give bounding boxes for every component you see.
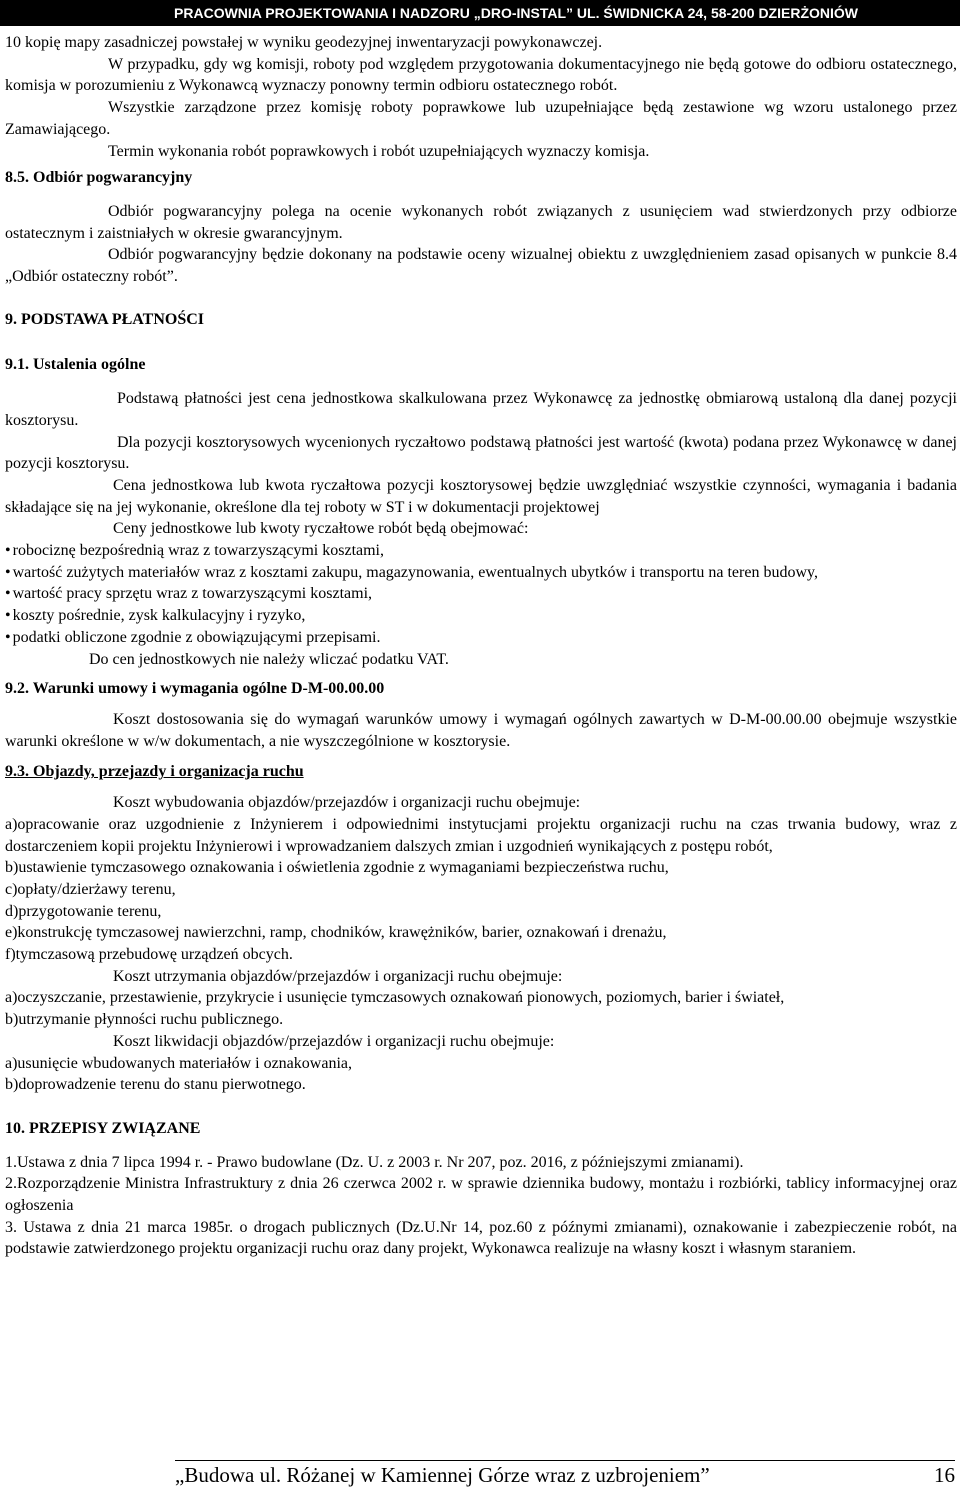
paragraph: Do cen jednostkowych nie należy wliczać podatku VAT. xyxy=(89,650,449,668)
footer-title: „Budowa ul. Różanej w Kamiennej Górze wraz z uzbrojeniem” xyxy=(175,1463,710,1487)
list-item: c)opłaty/dzierżawy terenu, xyxy=(5,880,176,898)
section-heading: 9.1. Ustalenia ogólne xyxy=(5,356,146,374)
list-item: • robociznę bezpośrednią wraz z towarzyszącymi kosztami, xyxy=(5,540,957,562)
page-header: PRACOWNIA PROJEKTOWANIA I NADZORU „DRO-INSTAL” UL. ŚWIDNICKA 24, 58-200 DZIERŻONIÓW xyxy=(0,0,960,26)
paragraph: Podstawą płatności jest cena jednostkowa skalkulowana przez Wykonawcę za jednostkę obmiarową ustaloną dla danej pozycji kosztorysu. xyxy=(5,390,957,429)
reference-item: 3. Ustawa z dnia 21 marca 1985r. o drogach publicznych (Dz.U.Nr 14, poz.60 z późnymi zmianami), oznakowanie i zabezpieczenie robót, na podstawie zatwierdzonego projektu organizacji ruchu oraz dany projekt, Wykonawca realizuje na własny koszt i własnym staraniem. xyxy=(5,1218,957,1258)
paragraph: W przypadku, gdy wg komisji, roboty pod względem przygotowania dokumentacyjnego nie będą gotowe do odbioru ostatecznego, komisja w porozumieniu z Wykonawcą wyznaczy ponowny termin odbioru ostatecznego robót. xyxy=(5,55,957,95)
list-item: • wartość zużytych materiałów wraz z kosztami zakupu, magazynowania, ewentualnych ubytków i transportu na teren budowy, xyxy=(5,562,957,584)
list-item: b)doprowadzenie terenu do stanu pierwotnego. xyxy=(5,1076,306,1094)
list-item: e)konstrukcję tymczasowej nawierzchni, ramp, chodników, krawężników, barier, oznakowań i drenażu, xyxy=(5,924,667,942)
paragraph: Cena jednostkowa lub kwota ryczałtowa pozycji kosztorysowej będzie uwzględniać wszystkie czynności, wymagania i badania składające się na jej wykonanie, określone dla tej roboty w ST i w dokumentacji projektowej xyxy=(5,476,957,516)
list-item: a)oczyszczanie, przestawienie, przykrycie i usunięcie tymczasowych oznakowań pionowych, poziomych, barier i świateł, xyxy=(5,989,785,1007)
list-item: • wartość pracy sprzętu wraz z towarzyszącymi kosztami, xyxy=(5,583,957,605)
section-heading: 9. PODSTAWA PŁATNOŚCI xyxy=(5,310,204,328)
section-heading: 10. PRZEPISY ZWIĄZANE xyxy=(5,1119,201,1137)
paragraph: Odbiór pogwarancyjny polega na ocenie wykonanych robót związanych z usunięciem wad stwierdzonych przy odbiorze ostatecznym i zaistniałych w okresie gwarancyjnym. xyxy=(5,202,957,242)
paragraph: Odbiór pogwarancyjny będzie dokonany na podstawie oceny wizualnej obiektu z uwzględnieniem zasad opisanych w punkcie 8.4 „Odbiór ostateczny robót”. xyxy=(5,246,957,286)
paragraph: Termin wykonania robót poprawkowych i robót uzupełniających wyznaczy komisja. xyxy=(108,142,650,160)
reference-item: 2.Rozporządzenie Ministra Infrastruktury z dnia 26 czerwca 2002 r. w sprawie dziennika budowy, montażu i rozbiórki, tablicy informacyjnej oraz ogłoszenia xyxy=(5,1175,957,1215)
section-heading: 9.2. Warunki umowy i wymagania ogólne D-M-00.00.00 xyxy=(5,680,385,698)
list-item: d)przygotowanie terenu, xyxy=(5,902,162,920)
footer-divider xyxy=(175,1460,955,1461)
reference-item: 1.Ustawa z dnia 7 lipca 1994 r. - Prawo budowlane (Dz. U. z 2003 r. Nr 207, poz. 2016, z późniejszymi zmianami). xyxy=(5,1153,744,1171)
page-content xyxy=(5,32,957,1260)
list-item: b)utrzymanie płynności ruchu publicznego. xyxy=(5,1011,284,1029)
page-number: 16 xyxy=(934,1463,955,1487)
section-heading: 8.5. Odbiór pogwarancyjny xyxy=(5,169,193,187)
section-heading: 9.3. Objazdy, przejazdy i organizacja ruchu xyxy=(5,763,304,781)
paragraph: Ceny jednostkowe lub kwoty ryczałtowe robót będą obejmować: xyxy=(113,520,529,538)
list-item: • podatki obliczone zgodnie z obowiązującymi przepisami. xyxy=(5,627,957,649)
paragraph: 10 kopię mapy zasadniczej powstałej w wyniku geodezyjnej inwentaryzacji powykonawczej. xyxy=(5,34,603,51)
list-item: a)opracowanie oraz uzgodnienie z Inżynierem i odpowiednimi instytucjami projektu organizacji ruchu na czas trwania budowy, wraz z dostarczeniem kopii projektu Inżynierowi i wprowadzaniem dalszych zmian i uzgodnień wynikających z postępu robót, xyxy=(5,815,957,855)
list-item: • koszty pośrednie, zysk kalkulacyjny i ryzyko, xyxy=(5,605,957,627)
paragraph: Koszt dostosowania się do wymagań warunków umowy i wymagań ogólnych zawartych w D-M-00.00.00 obejmuje wszystkie warunki określone w w/w dokumentach, a nie wyszczególnione w kosztorysie. xyxy=(5,710,957,750)
list-item: f)tymczasową przebudowę urządzeń obcych. xyxy=(5,946,293,964)
paragraph: Koszt likwidacji objazdów/przejazdów i organizacji ruchu obejmuje: xyxy=(113,1032,555,1050)
paragraph: Koszt utrzymania objazdów/przejazdów i organizacji ruchu obejmuje: xyxy=(113,967,563,985)
paragraph: Koszt wybudowania objazdów/przejazdów i organizacji ruchu obejmuje: xyxy=(113,794,581,812)
paragraph: Dla pozycji kosztorysowych wycenionych ryczałtowo podstawą płatności jest wartość (kwota) podana przez Wykonawcę w danej pozycji kosztorysu. xyxy=(5,433,957,473)
paragraph: Wszystkie zarządzone przez komisję roboty poprawkowe lub uzupełniające będą zestawione wg wzoru ustalonego przez Zamawiającego. xyxy=(5,99,957,138)
list-item: a)usunięcie wbudowanych materiałów i oznakowania, xyxy=(5,1054,352,1072)
list-item: b)ustawienie tymczasowego oznakowania i oświetlenia zgodnie z wymaganiami bezpieczeństwa ruchu, xyxy=(5,859,669,877)
